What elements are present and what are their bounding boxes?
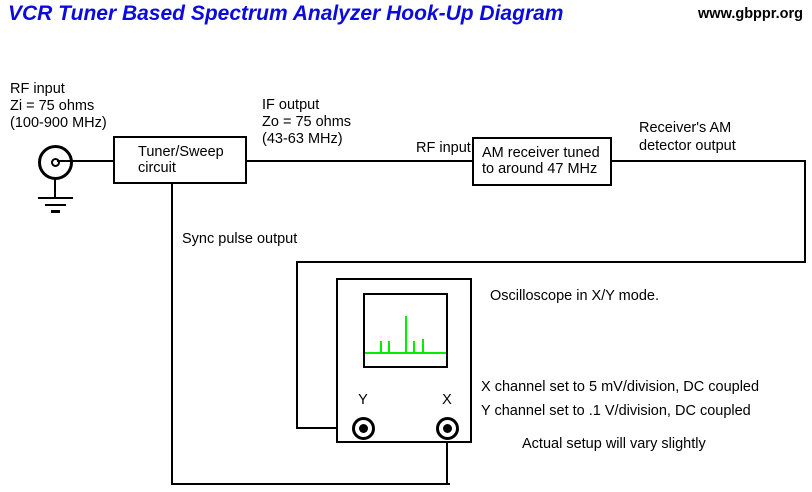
tuner-box-line2: circuit: [138, 160, 176, 176]
rf-input-connector-pin: [51, 158, 60, 167]
rf-input-label: [10, 81, 107, 132]
rf-input-line2: Zi = 75 ohms: [10, 98, 95, 114]
receiver-rf-input-label: RF input: [416, 140, 471, 156]
rf-input-line3: (100-900 MHz): [10, 115, 107, 131]
tuner-box: [113, 136, 247, 184]
y-connector-label: Y: [358, 392, 368, 408]
trace-spike: [380, 341, 382, 352]
receiver-box-line1: AM receiver tuned: [482, 145, 600, 161]
if-output-label: [262, 97, 351, 148]
tuner-box-line1: Tuner/Sweep: [138, 144, 224, 160]
scope-screen: [363, 293, 448, 368]
y-input-connector-pin: [359, 424, 368, 433]
rf-input-line1: RF input: [10, 81, 65, 97]
wire-detector-return: [296, 261, 806, 263]
trace-baseline: [365, 352, 446, 354]
trace-spike: [413, 341, 415, 352]
x-connector-label: X: [442, 392, 452, 408]
receiver-box: [472, 137, 612, 186]
detector-output-line1: Receiver's AM: [639, 120, 732, 136]
wire-sync-down: [171, 183, 173, 485]
wire-detector-right-down: [804, 160, 806, 263]
if-output-line1: IF output: [262, 97, 320, 113]
trace-spike: [405, 316, 407, 352]
trace-spike: [422, 339, 424, 352]
y-channel-label: Y channel set to .1 V/division, DC coupled: [481, 403, 751, 419]
if-output-line2: Zo = 75 ohms: [262, 114, 352, 130]
wire-tuner-to-receiver: [245, 160, 474, 162]
website-text: www.gbppr.org: [698, 6, 803, 22]
x-channel-label: X channel set to 5 mV/division, DC coupled: [481, 379, 760, 395]
page-title: VCR Tuner Based Spectrum Analyzer Hook-Up Diagram: [8, 2, 564, 25]
sync-pulse-label: Sync pulse output: [182, 231, 298, 247]
trace-spike: [388, 341, 390, 352]
wire-sync-bottom: [171, 483, 450, 485]
detector-output-line2: detector output: [639, 138, 736, 154]
wire-detector-top: [611, 160, 806, 162]
receiver-box-line2: to around 47 MHz: [482, 161, 598, 177]
wire-detector-left-down: [296, 261, 298, 429]
detector-output-label: [639, 119, 736, 155]
setup-note-label: Actual setup will vary slightly: [522, 436, 706, 452]
scope-mode-label: Oscilloscope in X/Y mode.: [490, 288, 659, 304]
wire-to-x-input: [446, 438, 448, 485]
x-input-connector-pin: [443, 424, 452, 433]
if-output-line3: (43-63 MHz): [262, 131, 343, 147]
